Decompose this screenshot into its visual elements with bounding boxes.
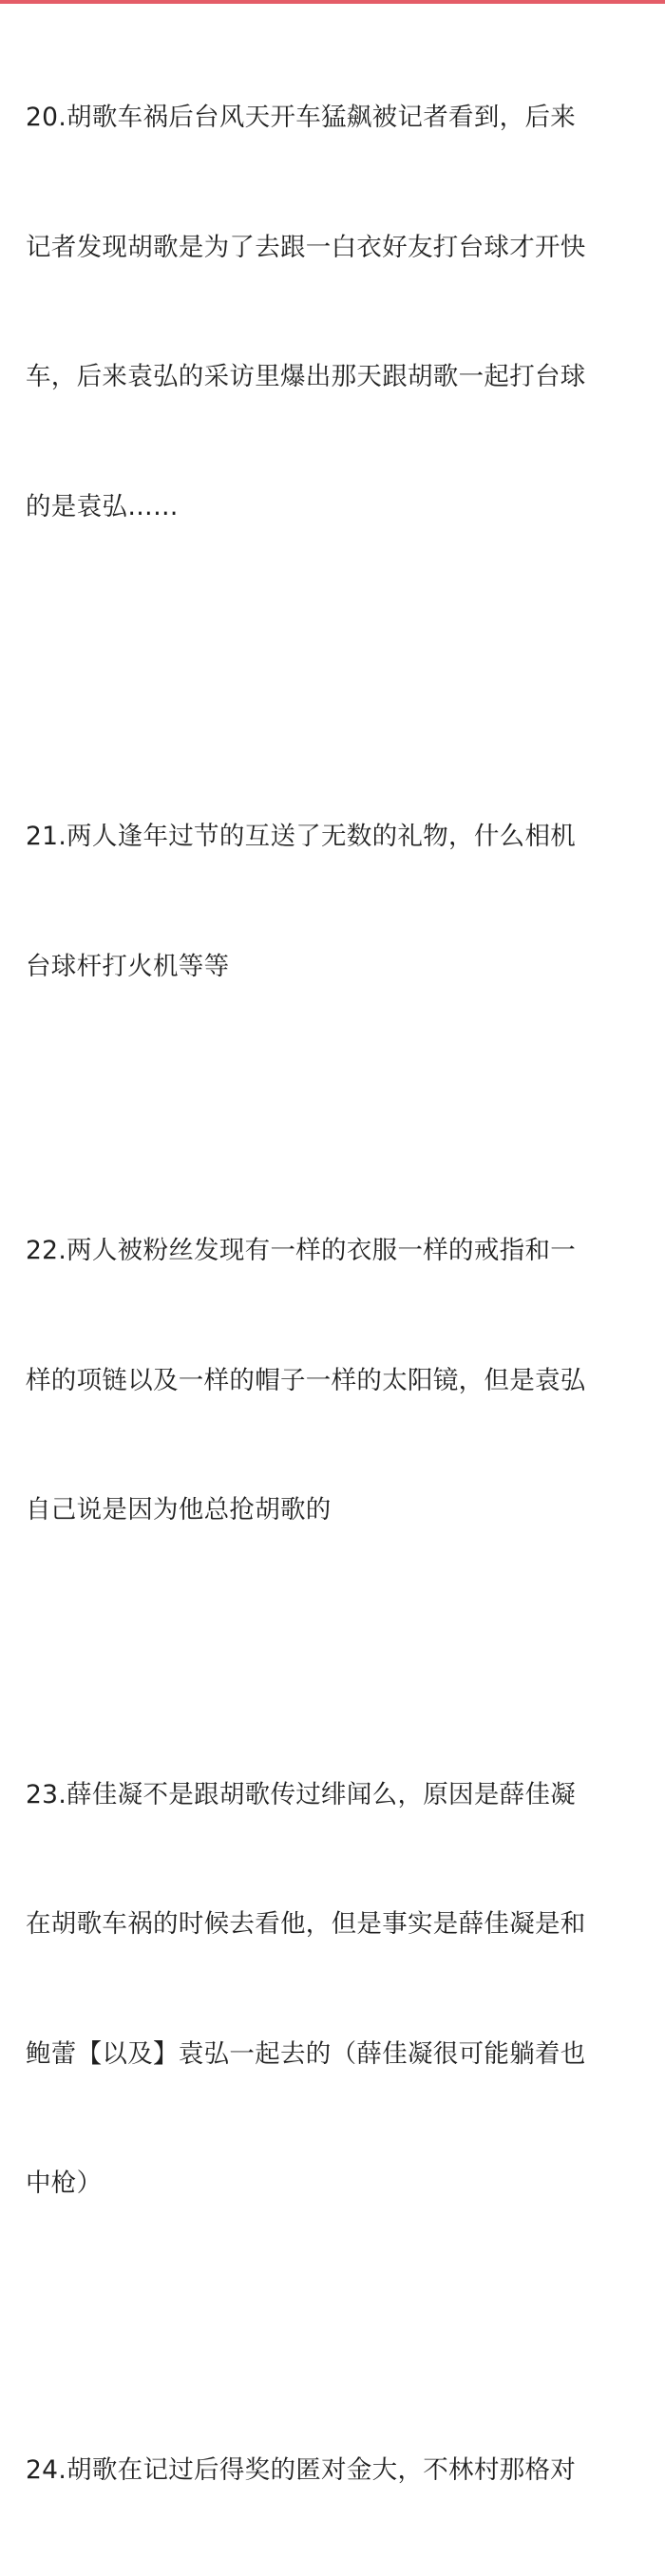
text-line: 23.薛佳凝不是跟胡歌传过绯闻么，原因是薛佳凝 [26, 1779, 577, 1809]
list-item-22 [26, 1143, 643, 1619]
list-item-21 [26, 729, 643, 1074]
list-item-23 [26, 1687, 643, 2292]
list-item-24-partial [26, 2360, 643, 2485]
text-line: 样的项链以及一样的帽子一样的太阳镜，但是袁弘 [26, 1365, 586, 1395]
text-line: 记者发现胡歌是为了去跟一白衣好友打台球才开快 [26, 232, 586, 262]
text-line: 车，后来袁弘的采访里爆出那天跟胡歌一起打台球 [26, 362, 586, 391]
text-line: 台球杆打火机等等 [26, 951, 230, 981]
text-line: 中枪） [26, 2169, 103, 2198]
list-item-20 [26, 9, 643, 615]
text-line: 的是袁弘…… [26, 491, 179, 521]
text-line: 在胡歌车祸的时候去看他，但是事实是薛佳凝是和 [26, 1909, 586, 1939]
text-line: 24.胡歌在记过后得奖的匿对金大，不林村那格对 [26, 2454, 577, 2485]
text-line: 22.两人被粉丝发现有一样的衣服一样的戒指和一 [26, 1236, 577, 1265]
article-body [26, 9, 643, 2485]
top-accent-bar [0, 0, 665, 4]
text-line: 20.胡歌车祸后台风天开车猛飙被记者看到，后来 [26, 103, 577, 132]
text-line: 鲍蕾【以及】袁弘一起去的（薛佳凝很可能躺着也 [26, 2038, 586, 2069]
text-line: 21.两人逢年过节的互送了无数的礼物，什么相机 [26, 822, 577, 851]
text-line: 自己说是因为他总抢胡歌的 [26, 1495, 332, 1525]
